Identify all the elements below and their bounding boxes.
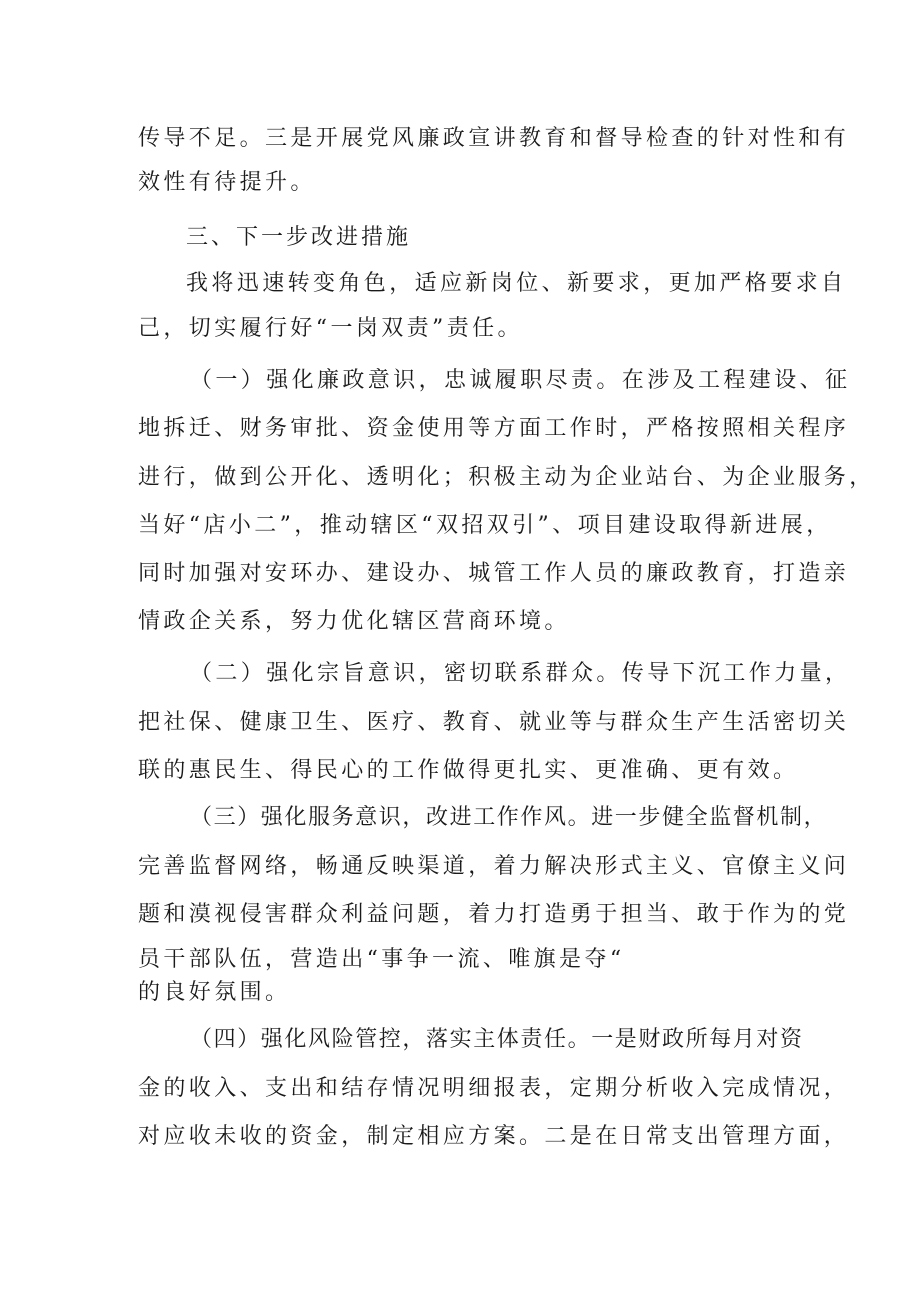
text-line-8: 当好“店小二”，推动辖区“双招双引”、项目建设取得新进展， bbox=[138, 513, 832, 538]
text-line-20: 金的收入、支出和结存情况明细报表，定期分析收入完成情况， bbox=[138, 1076, 850, 1101]
text-line-12: 把社保、健康卫生、医疗、教育、就业等与群众生产生活密切关 bbox=[138, 710, 850, 735]
text-line-14: （三）强化服务意识，改进工作作风。进一步健全监督机制， bbox=[190, 805, 828, 830]
text-line-11: （二）强化宗旨意识，密切联系群众。传导下沉工作力量， bbox=[190, 661, 851, 686]
text-line-17: 员干部队伍，营造出“事争一流、唯旗是夺“ bbox=[138, 947, 625, 972]
section-heading: 三、下一步改进措施 bbox=[186, 225, 412, 250]
text-line-13: 联的惠民生、得民心的工作做得更扎实、更准确、更有效。 bbox=[138, 758, 799, 783]
text-line-18: 的良好氛围。 bbox=[138, 980, 291, 1005]
text-line-4: 己，切实履行好“一岗双责”责任。 bbox=[138, 316, 523, 341]
text-line-3: 我将迅速转变角色，适应新岗位、新要求，更加严格要求自 bbox=[186, 271, 847, 296]
text-line-7: 进行，做到公开化、透明化；积极主动为企业站台、为企业服务， bbox=[138, 465, 875, 490]
text-line-6: 地拆迁、财务审批、资金使用等方面工作时，严格按照相关程序 bbox=[138, 416, 850, 441]
text-line-15: 完善监督网络，畅通反映渠道，着力解决形式主义、官僚主义问 bbox=[138, 854, 850, 879]
text-line-5: （一）强化廉政意识，忠诚履职尽责。在涉及工程建设、征 bbox=[190, 368, 851, 393]
text-line-1: 传导不足。三是开展党风廉政宣讲教育和督导检查的针对性和有 bbox=[138, 126, 850, 151]
text-line-9: 同时加强对安环办、建设办、城管工作人员的廉政教育，打造亲 bbox=[138, 561, 850, 586]
text-line-10: 情政企关系，努力优化辖区营商环境。 bbox=[138, 609, 570, 634]
text-line-21: 对应收未收的资金，制定相应方案。二是在日常支出管理方面， bbox=[138, 1124, 850, 1149]
text-line-19: （四）强化风险管控，落实主体责任。一是财政所每月对资 bbox=[190, 1027, 804, 1052]
text-line-2: 效性有待提升。 bbox=[138, 170, 316, 195]
text-line-16: 题和漠视侵害群众利益问题，着力打造勇于担当、敢于作为的党 bbox=[138, 902, 850, 927]
